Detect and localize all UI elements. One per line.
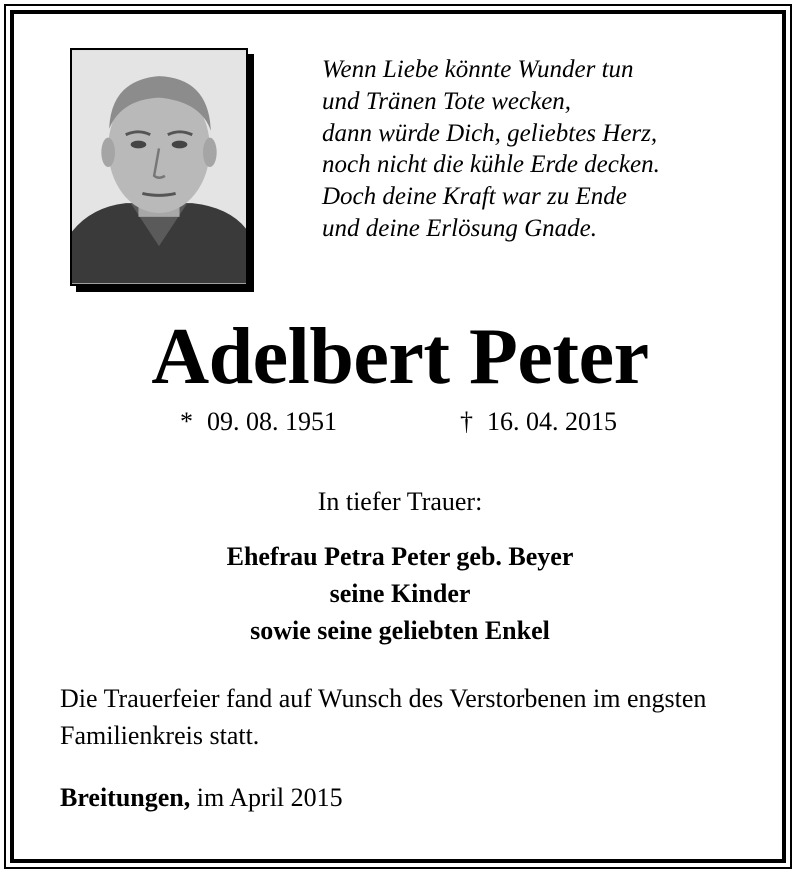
mourning-heading: In tiefer Trauer: bbox=[317, 487, 483, 516]
poem-line: noch nicht die kühle Erde decken. bbox=[322, 151, 660, 179]
closing-date: im April 2015 bbox=[190, 783, 343, 812]
death-date: 16. 04. 2015 bbox=[487, 407, 617, 436]
poem-line: und Tränen Tote wecken, bbox=[322, 87, 572, 115]
birth-date: 09. 08. 1951 bbox=[207, 407, 337, 436]
mourner-item: seine Kinder bbox=[329, 579, 471, 608]
mourners-list bbox=[0, 538, 800, 649]
mourner-item: Ehefrau Petra Peter geb. Beyer bbox=[226, 542, 574, 571]
death-symbol: † bbox=[460, 407, 473, 436]
deceased-name: Adelbert Peter bbox=[151, 313, 649, 401]
poem-line: dann würde Dich, geliebtes Herz, bbox=[322, 119, 658, 147]
funeral-notice: Die Trauerfeier fand auf Wunsch des Verstorbenen im engsten Familienkreis statt. bbox=[60, 684, 707, 750]
birth-symbol: * bbox=[180, 407, 193, 436]
portrait-photo bbox=[70, 48, 248, 286]
place-name: Breitungen, bbox=[60, 783, 191, 812]
memorial-poem bbox=[322, 54, 762, 245]
poem-line: Wenn Liebe könnte Wunder tun bbox=[322, 56, 634, 83]
poem-line: und deine Erlösung Gnade. bbox=[322, 214, 597, 242]
death-date-line bbox=[460, 406, 617, 438]
poem-line: Doch deine Kraft war zu Ende bbox=[322, 183, 627, 211]
birth-date-line bbox=[180, 406, 337, 438]
portrait-illustration bbox=[72, 50, 246, 284]
mourner-item: sowie seine geliebten Enkel bbox=[250, 616, 550, 645]
place-date-line bbox=[60, 782, 343, 814]
